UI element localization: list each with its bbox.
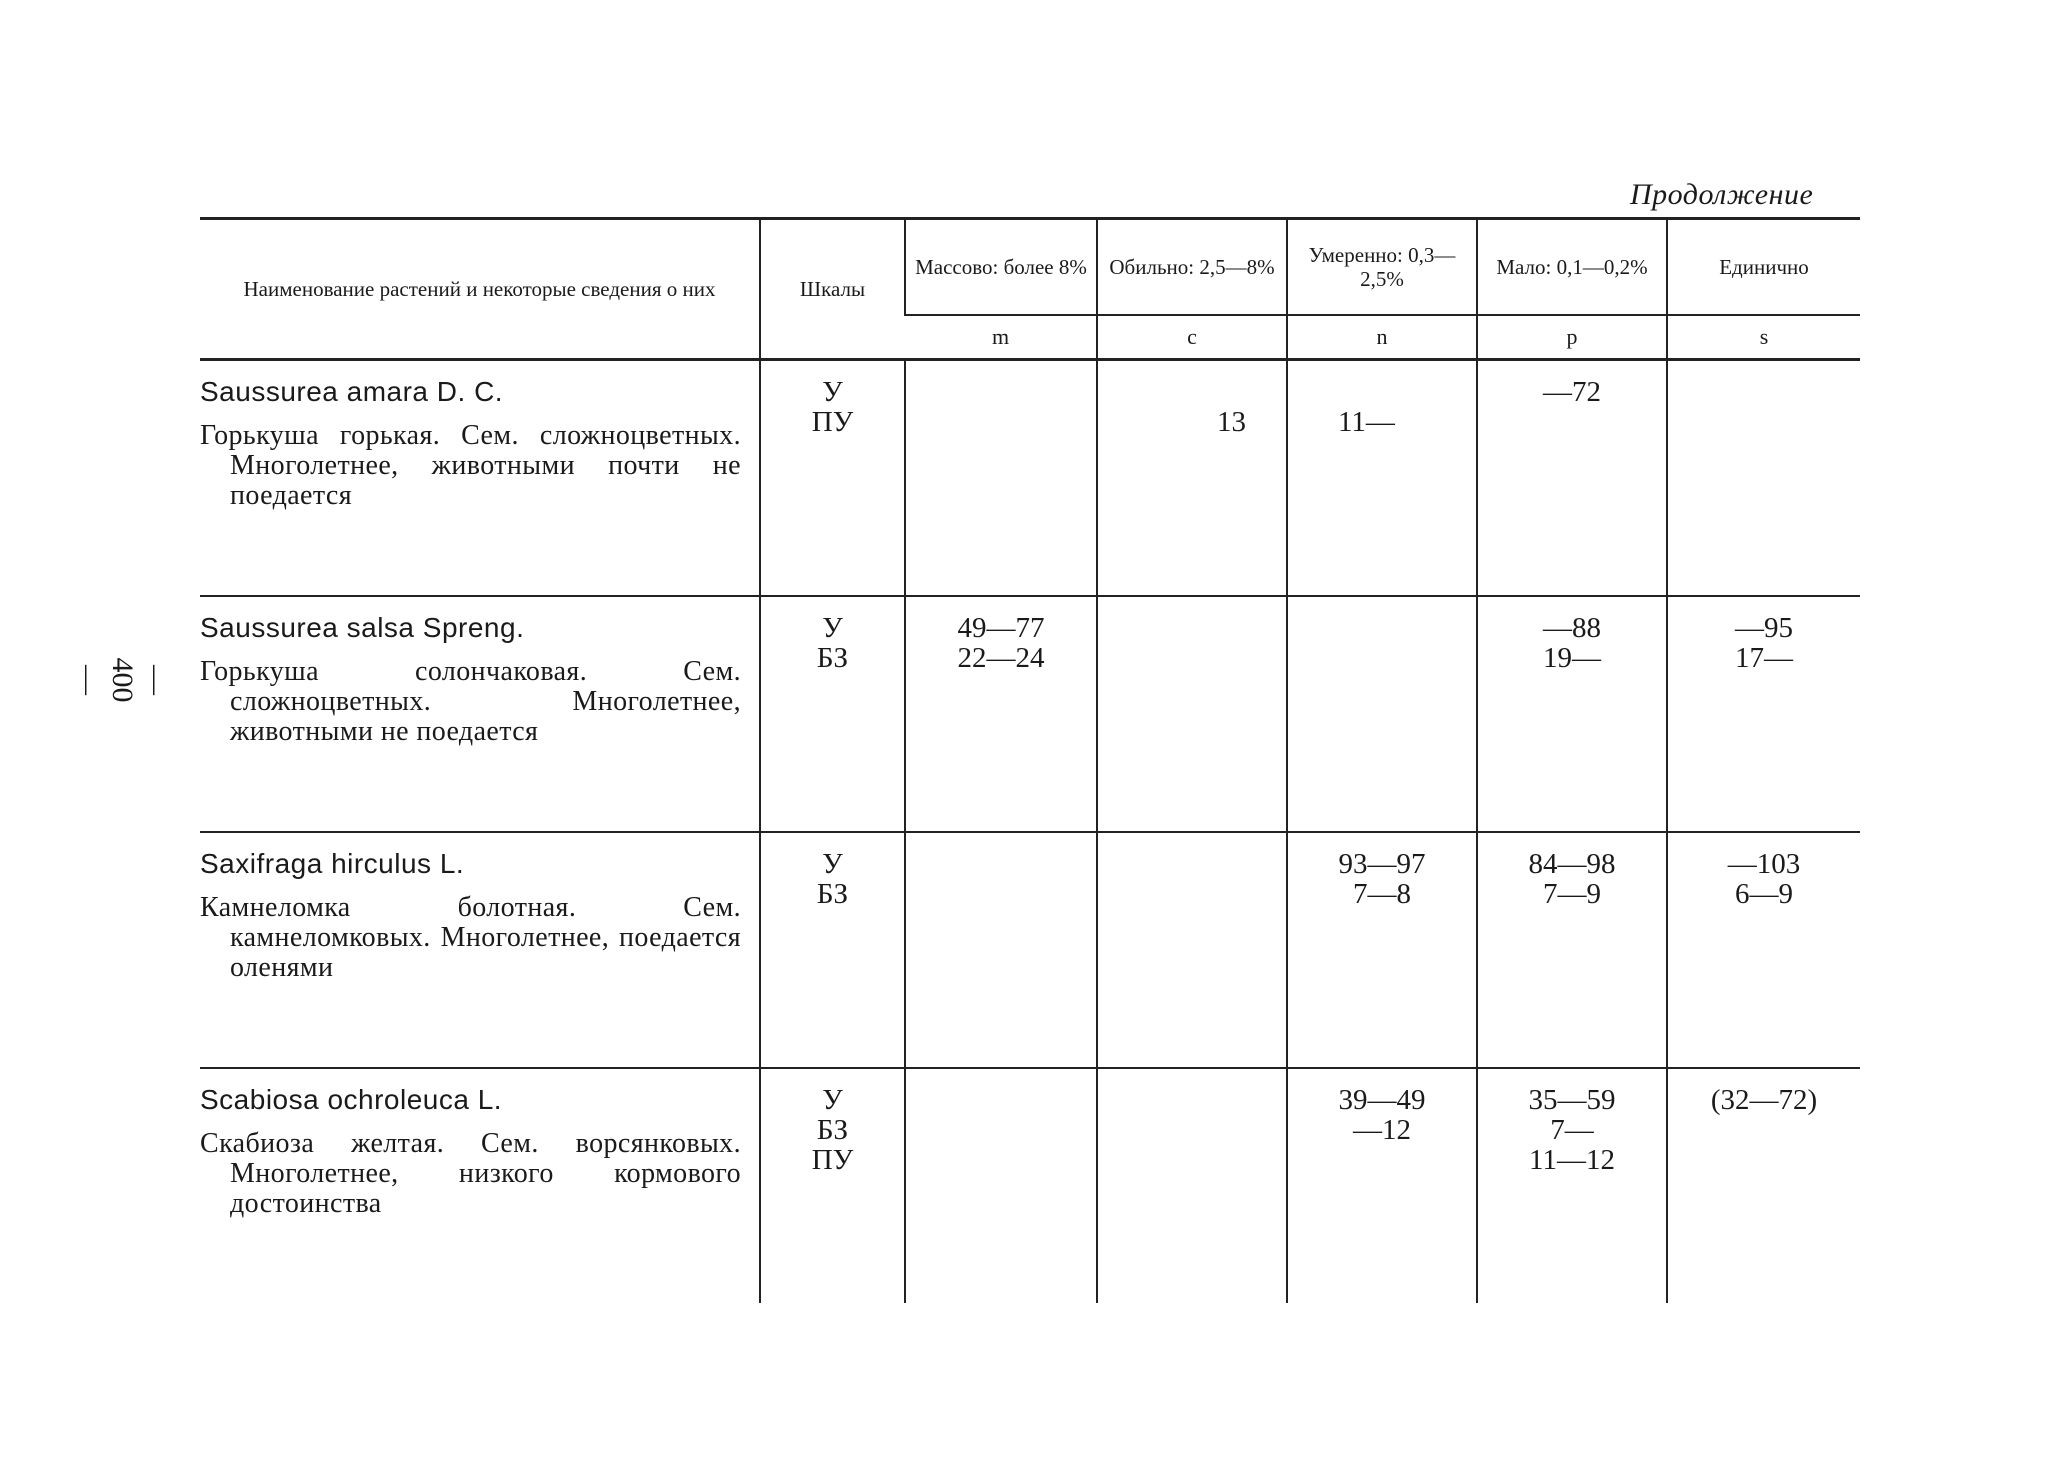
value-cell-s [1667,596,1860,832]
latin-name: Saxifraga hirculus L. [200,848,465,879]
header-name: Наименование растений и некоторые сведения о них [200,219,760,360]
value [906,1085,1096,1115]
value-cell-p [1477,1068,1667,1303]
scale-value: БЗ [816,878,849,910]
scale-value: У [822,376,843,408]
scale-cell [760,1068,905,1303]
continuation-label: Продолжение [1630,178,1814,211]
value-cell-m [905,596,1097,832]
header-p: Мало: 0,1—0,2% [1477,219,1667,316]
value [1098,613,1286,643]
latin-name: Scabiosa ochroleuca L. [200,1084,503,1115]
plant-description: Скабиоза желтая. Сем. ворсянковых. Многолетнее, низкого кормового достоинства [200,1128,741,1219]
value: 17— [1735,642,1793,674]
header-s: Единично [1667,219,1860,316]
value-cell-p [1477,596,1667,832]
value-cell-c [1097,1068,1287,1303]
plant-name-cell [200,596,760,832]
value: 11—12 [1529,1144,1615,1176]
value: (32—72) [1710,1084,1818,1116]
value-cell-n [1287,360,1477,597]
value: —88 [1543,612,1601,644]
scale-value: ПУ [811,406,854,438]
plant-name-cell [200,360,760,597]
value-cell-p [1477,360,1667,597]
header-m: Массово: более 8% [905,219,1097,316]
header-code-p: p [1477,315,1667,360]
value [906,849,1096,879]
value [1288,613,1476,643]
value [906,377,1096,407]
value: 22—24 [957,642,1045,674]
plant-frequency-table [200,217,1860,1303]
value: 35—59 [1528,1084,1616,1116]
table-row [200,596,1860,832]
value-cell-n [1287,832,1477,1068]
value-cell-m [905,1068,1097,1303]
value: 39—49 [1338,1084,1426,1116]
value-cell-s [1667,360,1860,597]
table-row [200,832,1860,1068]
header-scale: Шкалы [760,219,905,360]
value [1668,407,1860,437]
value [1668,377,1860,407]
value [1098,1085,1286,1115]
value-cell-c [1097,360,1287,597]
value: —95 [1735,612,1793,644]
value: 49—77 [957,612,1045,644]
value [906,407,1096,437]
scale-cell [760,596,905,832]
page-number: — 400 — [72,657,173,703]
value [1098,377,1246,407]
value: 7—9 [1543,878,1601,910]
scale-value: У [822,612,843,644]
scale-value: ПУ [811,1144,854,1176]
latin-name: Saussurea amara D. C. [200,376,504,407]
scale-value: БЗ [816,1114,849,1146]
value [906,879,1096,909]
plant-description: Камнеломка болотная. Сем. камнеломковых. Многолетнее, поедается оленями [200,892,741,983]
value: 11— [1338,406,1395,438]
value: 7— [1550,1114,1594,1146]
header-c: Обильно: 2,5—8% [1097,219,1287,316]
value: 7—8 [1353,878,1411,910]
header-n: Умеренно: 0,3—2,5% [1287,219,1477,316]
header-code-n: n [1287,315,1477,360]
latin-name: Saussurea salsa Spreng. [200,612,525,643]
value [1098,643,1286,673]
scale-cell [760,360,905,597]
table-row [200,360,1860,597]
header-code-c: c [1097,315,1287,360]
value [1098,879,1286,909]
value-cell-n [1287,596,1477,832]
value [1478,407,1666,437]
value-cell-n [1287,1068,1477,1303]
value-cell-m [905,360,1097,597]
value [1098,849,1286,879]
value: 6—9 [1735,878,1793,910]
value [1338,377,1476,407]
scale-cell [760,832,905,1068]
plant-description: Горькуша солончаковая. Сем. сложноцветных. Многолетнее, животными не поедается [200,656,741,747]
scale-value: БЗ [816,642,849,674]
value-cell-s [1667,1068,1860,1303]
value [1288,643,1476,673]
scale-value: У [822,1084,843,1116]
value: 84—98 [1528,848,1616,880]
value-cell-m [905,832,1097,1068]
header-code-m: m [905,315,1097,360]
scale-value: У [822,848,843,880]
header-code-s: s [1667,315,1860,360]
value: —72 [1543,376,1601,408]
plant-name-cell [200,1068,760,1303]
value: —103 [1727,848,1801,880]
value: —12 [1353,1114,1411,1146]
value: 19— [1543,642,1601,674]
value: 13 [1217,406,1246,438]
plant-description: Горькуша горькая. Сем. сложноцветных. Многолетнее, животными почти не поедается [200,420,741,511]
value-cell-c [1097,596,1287,832]
value: 93—97 [1338,848,1426,880]
value-cell-c [1097,832,1287,1068]
table-row [200,1068,1860,1303]
value-cell-s [1667,832,1860,1068]
value [1288,1145,1476,1175]
plant-name-cell [200,832,760,1068]
value-cell-p [1477,832,1667,1068]
